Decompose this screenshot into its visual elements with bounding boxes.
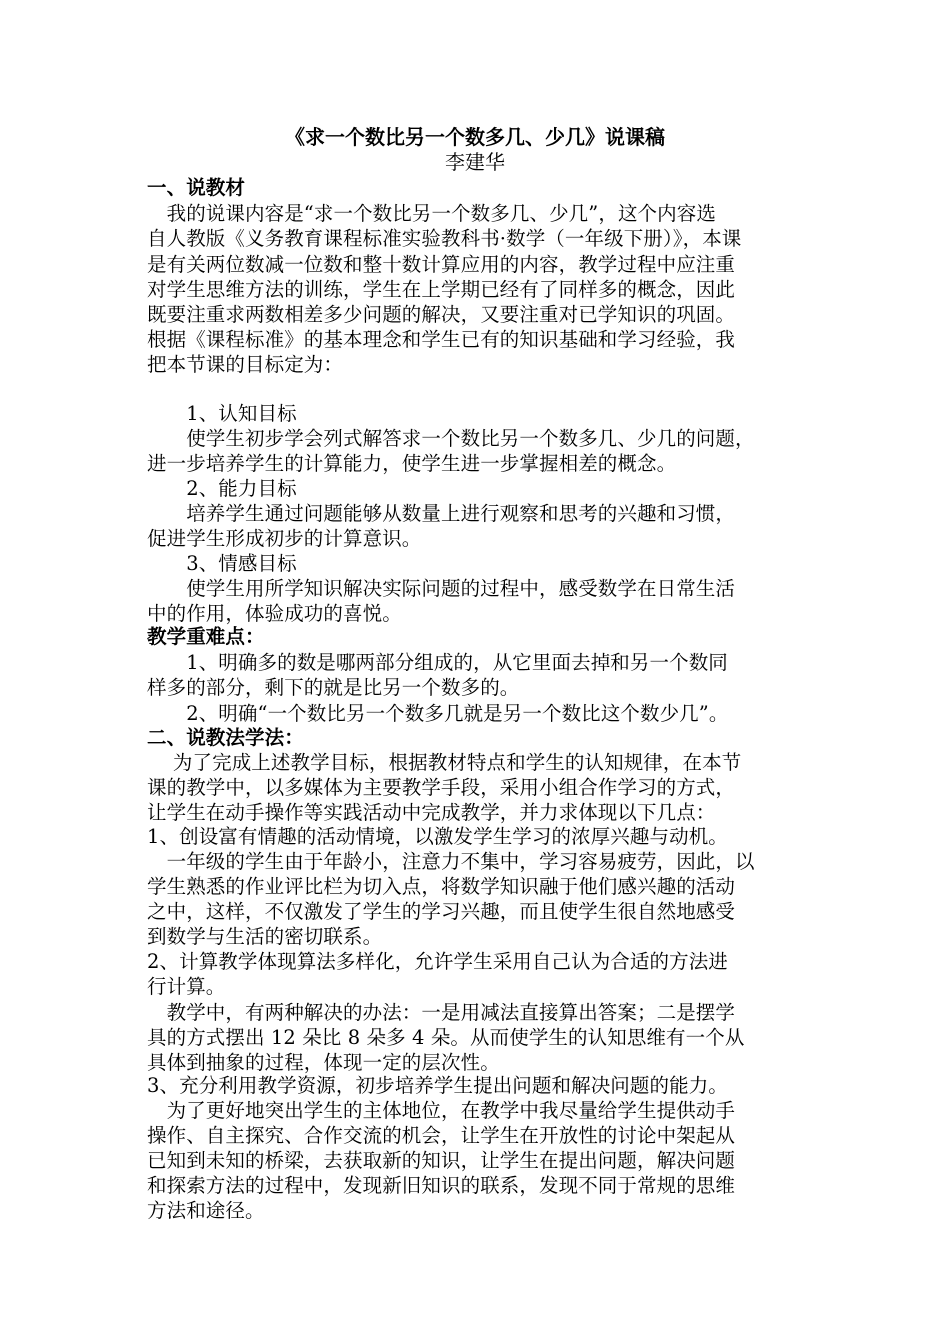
body-line: 3、充分利用教学资源，初步培养学生提出问题和解决问题的能力。 — [147, 1074, 728, 1097]
body-line: 具的方式摆出 12 朵比 8 朵多 4 朵。从而使学生的认知思维有一个从 — [147, 1026, 745, 1049]
body-line: 1、认知目标 — [147, 402, 297, 425]
body-line: 已知到未知的桥梁，去获取新的知识，让学生在提出问题，解决问题 — [147, 1149, 736, 1172]
body-line: 为了更好地突出学生的主体地位，在教学中我尽量给学生提供动手 — [147, 1099, 736, 1122]
body-line: 既要注重求两数相差多少问题的解决，又要注重对已学知识的巩固。 — [147, 303, 736, 326]
body-line: 2、能力目标 — [147, 477, 297, 500]
body-line: 学生熟悉的作业评比栏为切入点，将数学知识融于他们感兴趣的活动 — [147, 875, 736, 898]
body-line: 对学生思维方法的训练，学生在上学期已经有了同样多的概念，因此 — [147, 278, 736, 301]
body-line: 具体到抽象的过程，体现一定的层次性。 — [147, 1051, 500, 1074]
body-line: 之中，这样，不仅激发了学生的学习兴趣，而且使学生很自然地感受 — [147, 900, 736, 923]
body-line: 方法和途径。 — [147, 1199, 265, 1222]
body-line: 教学中，有两种解决的办法：一是用减法直接算出答案；二是摆学 — [147, 1001, 736, 1024]
body-line: 1、明确多的数是哪两部分组成的，从它里面去掉和另一个数同 — [147, 651, 728, 674]
body-line: 到数学与生活的密切联系。 — [147, 925, 383, 948]
body-line: 2、明确“一个数比另一个数多几就是另一个数比这个数少几”。 — [147, 702, 729, 725]
body-line: 2、计算教学体现算法多样化，允许学生采用自己认为合适的方法进 — [147, 950, 728, 973]
document-author: 李建华 — [445, 150, 505, 174]
body-line: 自人教版《义务教育课程标准实验教科书·数学（一年级下册）》，本课 — [147, 227, 742, 250]
body-line: 样多的部分，剩下的就是比另一个数多的。 — [147, 676, 520, 699]
body-line: 是有关两位数减一位数和整十数计算应用的内容，教学过程中应注重 — [147, 253, 736, 276]
body-line: 根据《课程标准》的基本理念和学生已有的知识基础和学习经验，我 — [147, 328, 736, 351]
body-line: 让学生在动手操作等实践活动中完成教学，并力求体现以下几点： — [147, 801, 716, 824]
body-line: 和探索方法的过程中，发现新旧知识的联系，发现不同于常规的思维 — [147, 1174, 736, 1197]
body-line: 3、情感目标 — [147, 552, 297, 575]
section-heading: 一、说教材 — [147, 176, 246, 199]
section-heading: 教学重难点： — [147, 625, 265, 648]
body-line: 进一步培养学生的计算能力，使学生进一步掌握相差的概念。 — [147, 452, 677, 475]
body-line: 培养学生通过问题能够从数量上进行观察和思考的兴趣和习惯， — [147, 502, 736, 525]
section-heading: 二、说教法学法： — [147, 726, 304, 749]
body-line: 使学生初步学会列式解答求一个数比另一个数多几、少几的问题， — [147, 427, 755, 450]
body-line: 使学生用所学知识解决实际问题的过程中，感受数学在日常生活 — [147, 577, 736, 600]
body-line: 我的说课内容是“求一个数比另一个数多几、少几”，这个内容选 — [147, 202, 716, 225]
body-line: 中的作用，体验成功的喜悦。 — [147, 602, 402, 625]
body-line: 为了完成上述教学目标，根据教材特点和学生的认知规律，在本节 — [147, 751, 742, 774]
body-line: 行计算。 — [147, 975, 226, 998]
body-line: 把本节课的目标定为： — [147, 353, 344, 376]
document-title: 《求一个数比另一个数多几、少几》说课稿 — [285, 125, 665, 149]
body-line: 操作、自主探究、合作交流的机会，让学生在开放性的讨论中架起从 — [147, 1124, 736, 1147]
body-line: 1、创设富有情趣的活动情境，以激发学生学习的浓厚兴趣与动机。 — [147, 825, 728, 848]
body-line: 促进学生形成初步的计算意识。 — [147, 527, 422, 550]
body-line: 课的教学中，以多媒体为主要教学手段，采用小组合作学习的方式， — [147, 776, 736, 799]
body-line: 一年级的学生由于年龄小，注意力不集中，学习容易疲劳，因此，以 — [147, 850, 755, 873]
